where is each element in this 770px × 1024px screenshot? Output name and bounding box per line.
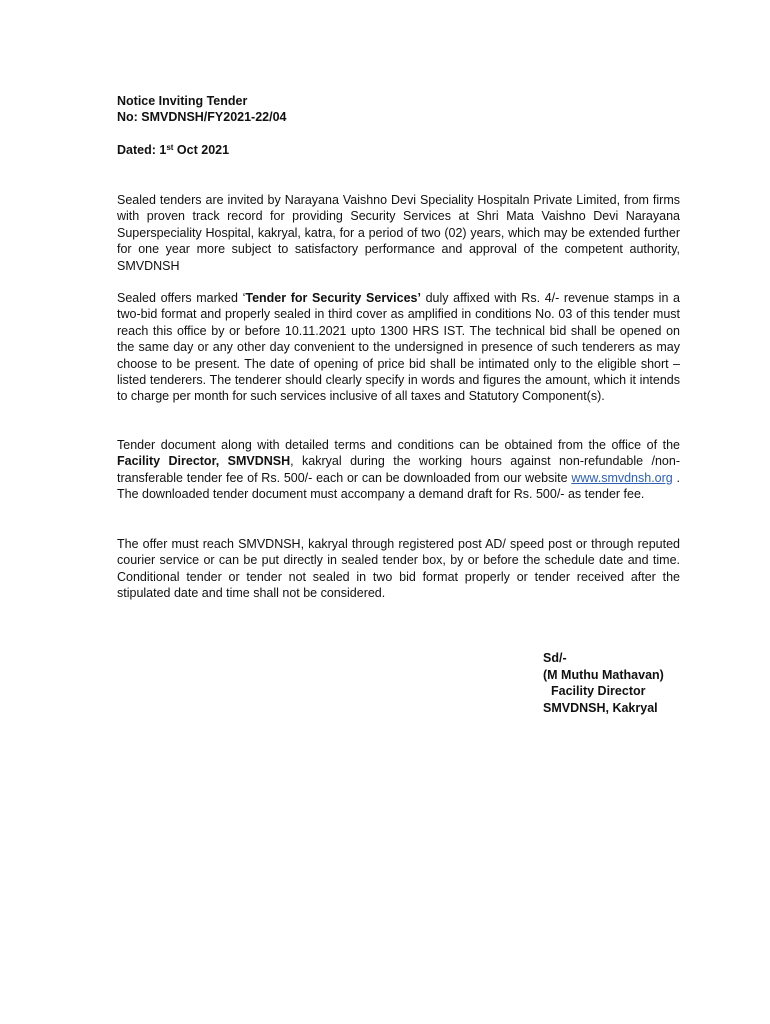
signatory-designation: Facility Director <box>551 684 646 699</box>
para3-text-after: . The downloaded tender document must accompany a demand draft for Rs. 500/- as tender fee. <box>117 470 681 502</box>
notice-number: No: SMVDNSH/FY2021-22/04 <box>117 110 287 124</box>
date-suffix: Oct 2021 <box>173 143 230 157</box>
notice-header <box>117 93 677 125</box>
signatory-organization: SMVDNSH, Kakryal <box>543 701 658 716</box>
para3-text-middle: , kakryal during the working hours against non-refundable /non-transferable tender fee of Rs. 500/- each or can be downloaded from our website <box>117 454 680 485</box>
paragraph-offer-submission: The offer must reach SMVDNSH, kakryal through registered post AD/ speed post or through reputed courier service or can be put directly in sealed tender box, by or before the schedule date and time. Conditional tender or tender not sealed in two bid format properly or tender received after the stipulated date and time shall not be considered. <box>117 537 680 601</box>
website-link[interactable]: www.smvdnsh.org <box>571 470 673 485</box>
date-ordinal: st <box>166 143 174 152</box>
para3-bold-office: Facility Director, SMVDNSH <box>117 454 291 469</box>
paragraph-sealed-offers <box>117 290 680 405</box>
signatory-name: (M Muthu Mathavan) <box>543 667 664 682</box>
para2-text-before: Sealed offers marked ‘ <box>117 291 246 305</box>
para3-text-before: Tender document along with detailed terms and conditions can be obtained from the office of the <box>117 438 680 452</box>
para2-bold-title: Tender for Security Services’ <box>245 291 421 305</box>
date-prefix: Dated: 1 <box>117 143 167 157</box>
signature-block <box>543 650 664 717</box>
notice-date <box>117 142 229 158</box>
para2-text-after: duly affixed with Rs. 4/- revenue stamps in a two-bid format and properly sealed in third cover as amplified in conditions No. 03 of this tender must reach this office by or before 10.11.2021 upto 1300 HRS IST. The technical bid shall be opened on the same day or any other day convenient to the undersigned in presence of such tenderers as may choose to be present. The date of opening of price bid shall be intimated only to the eligible short – listed tenderers. The tenderer should clearly specify in words and figures the amount, which it intends to charge per month for such services inclusive of all taxes and Statutory Component(s). <box>117 291 680 404</box>
paragraph-invitation: Sealed tenders are invited by Narayana Vaishno Devi Speciality Hospitaln Private Limited, from firms with proven track record for providing Security Services at Shri Mata Vaishno Devi Narayana Superspeciality Hospital, kakryal, katra, for a period of two (02) years, which may be extended further for one year more subject to satisfactory performance and approval of the competent authority, SMVDNSH <box>117 193 680 273</box>
signature-sd: Sd/- <box>543 651 567 665</box>
notice-title: Notice Inviting Tender <box>117 94 248 108</box>
paragraph-tender-document <box>117 437 680 503</box>
